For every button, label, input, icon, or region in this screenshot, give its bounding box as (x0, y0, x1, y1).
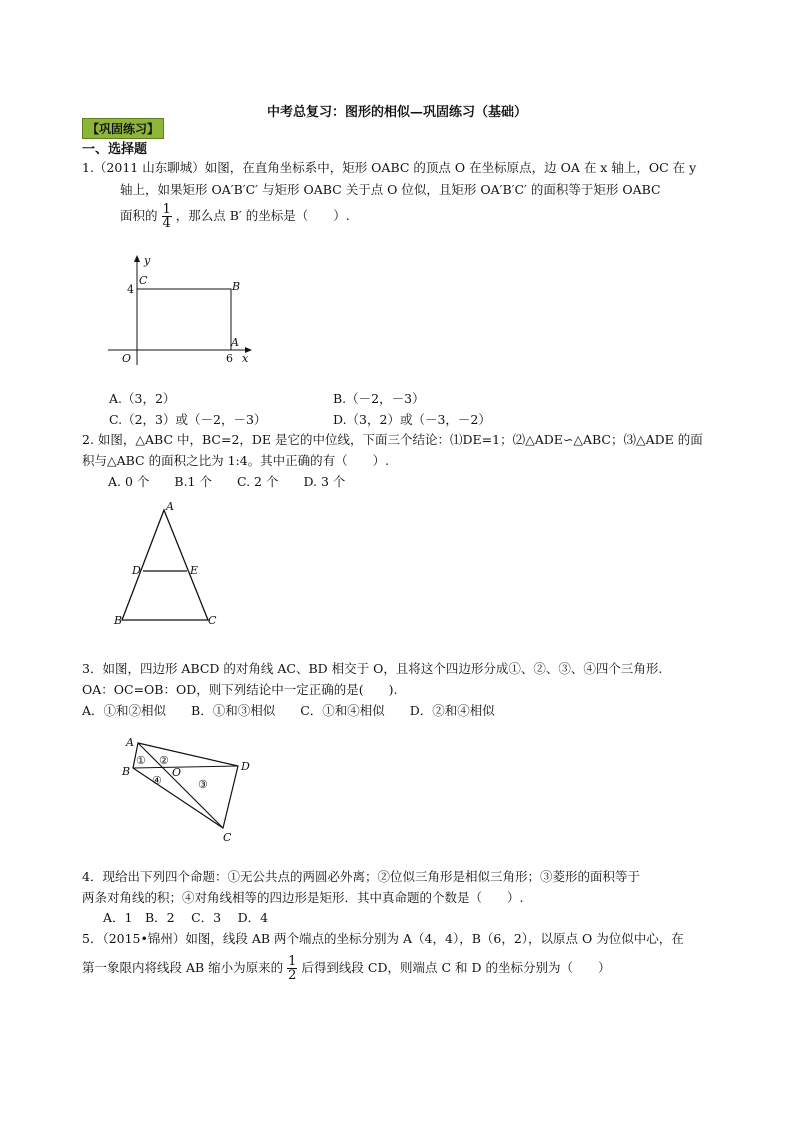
region-4-label: ④ (152, 774, 162, 787)
y-axis-label: y (144, 254, 151, 267)
q1-fraction-denominator: 4 (162, 216, 171, 231)
vertex-d-label: D (241, 760, 250, 773)
point-c-label: C (139, 274, 148, 287)
q1-option-a: A.（3，2） (109, 391, 176, 406)
section-heading: 一、选择题 (82, 142, 148, 157)
q1-option-d: D.（3，2）或（－3，－2） (333, 412, 491, 427)
point-e-label: E (190, 564, 199, 577)
section-banner: 【巩固练习】 (82, 118, 164, 139)
q4-options: A．1 B．2 C．3 D．4 (103, 910, 269, 925)
q1-line3-suffix: ，那么点 B′ 的坐标是（ ）. (175, 208, 350, 223)
x-axis-label: x (242, 352, 249, 365)
q3-options: A．①和②相似 B．①和③相似 C．①和④相似 D．②和④相似 (82, 703, 495, 718)
vertex-b-label: B (122, 765, 131, 778)
q1-line2: 轴上，如果矩形 OA′B′C′ 与矩形 OABC 关于点 O 位似，且矩形 OA′B′C′ 的面积等于矩形 OABC (120, 182, 661, 197)
q1-option-c: C.（2，3）或（－2，－3） (109, 412, 267, 427)
point-b-label: B (232, 280, 241, 293)
q5-line2-prefix: 第一象限内将线段 AB 缩小为原来的 (82, 960, 284, 975)
q4-line1: 4．现给出下列四个命题：①无公共点的两圆必外离；②位似三角形是相似三角形；③菱形的面积等于 (82, 869, 640, 884)
q1-line3 (120, 203, 350, 230)
q2-line2: 积与△ABC 的面积之比为 1:4。其中正确的有（ ）. (82, 453, 390, 468)
page-title: 中考总复习：图形的相似—巩固练习（基础） (266, 105, 527, 120)
q5-line2 (82, 955, 610, 982)
diagonal-bd (133, 766, 238, 768)
q5-fraction-numerator: 1 (288, 954, 297, 969)
diagonal-ac (138, 743, 223, 828)
q1-line1: 1.（2011 山东聊城）如图，在直角坐标系中，矩形 OABC 的顶点 O 在坐标原点，边 OA 在 x 轴上，OC 在 y (82, 160, 697, 175)
point-a-label: A (231, 336, 239, 349)
q5-fraction-denominator: 2 (288, 968, 297, 983)
y-axis-arrow-icon (134, 255, 140, 262)
q4-line2: 两条对角线的积；④对角线相等的四边形是矩形．其中真命题的个数是（ ）. (82, 890, 524, 905)
quadrilateral-abcd (133, 743, 238, 828)
q2-line1: 2. 如图，△ABC 中，BC=2，DE 是它的中位线，下面三个结论：⑴DE=1；⑵△ADE∽△ABC；⑶△ADE 的面 (82, 432, 703, 447)
point-d-label: D (132, 564, 141, 577)
q1-option-b: B.（－2，－3） (333, 391, 425, 406)
q2-options: A. 0 个 B.1 个 C. 2 个 D. 3 个 (108, 474, 346, 489)
q1-coordinate-figure (100, 250, 260, 370)
origin-label: O (122, 352, 132, 365)
tick-label-x: 6 (226, 352, 233, 365)
tick-label-y: 4 (127, 283, 134, 296)
vertex-c-label: C (223, 831, 232, 843)
region-2-label: ② (159, 754, 169, 767)
region-3-label: ③ (198, 778, 208, 791)
q5-line1: 5．（2015•锦州）如图，线段 AB 两个端点的坐标分别为 A（4，4），B（6，2），以原点 O 为位似中心，在 (82, 931, 684, 946)
vertex-b-label: B (114, 614, 123, 627)
q3-quadrilateral-figure (118, 733, 258, 843)
q3-line2: OA：OC=OB：OD，则下列结论中一定正确的是( ). (82, 682, 398, 697)
point-o-label: O (172, 766, 182, 779)
q2-triangle-figure (112, 500, 222, 630)
rectangle-oabc (137, 289, 231, 350)
vertex-c-label: C (208, 614, 217, 627)
q1-fraction (162, 203, 172, 230)
q5-fraction (287, 955, 297, 982)
q3-line1: 3．如图，四边形 ABCD 的对角线 AC、BD 相交于 O，且将这个四边形分成①、②、③、④四个三角形. (82, 661, 663, 676)
q1-line3-prefix: 面积的 (120, 208, 158, 223)
vertex-a-label: A (166, 500, 174, 513)
region-1-label: ① (136, 754, 146, 767)
vertex-a-label: A (126, 736, 134, 749)
q5-line2-suffix: 后得到线段 CD，则端点 C 和 D 的坐标分别为（ ） (301, 960, 611, 975)
q1-fraction-numerator: 1 (162, 202, 171, 217)
